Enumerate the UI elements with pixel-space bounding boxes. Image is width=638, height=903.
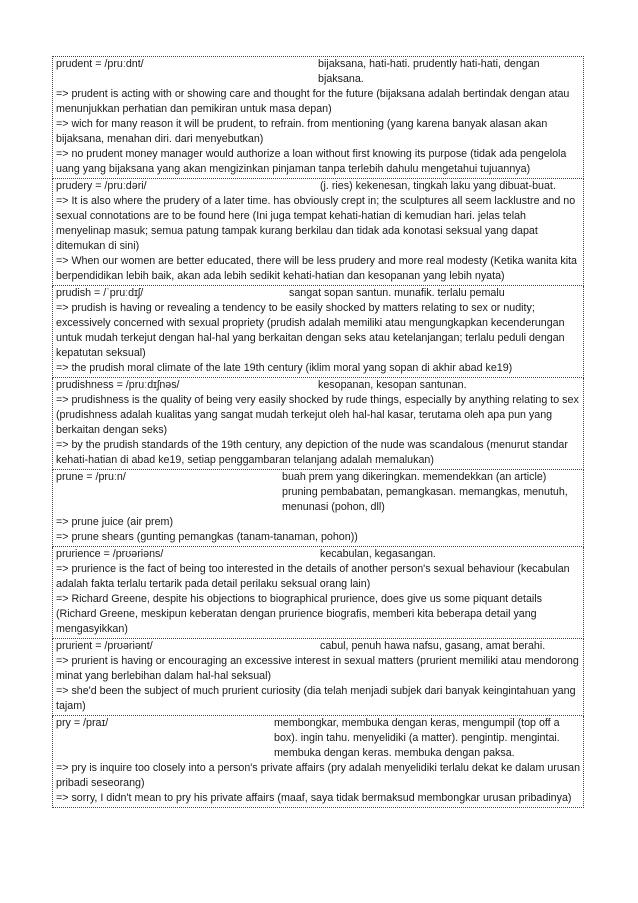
entry-headword-line	[56, 716, 581, 761]
entry-translation: buah prem yang dikeringkan. memendekkan (an article) pruning pembabatan, pemangkasan. memangkas, menutuh, menunasi (pohon, dll)	[282, 471, 568, 513]
entry-example: => no prudent money manager would authorize a loan without first knowing its purpose (tidak ada pengelola uang yang bijaksana yang akan mengizinkan pinjaman tanpa terlebih dahulu mengetahui tujuannya)	[56, 148, 567, 175]
entry-example: => prurience is the fact of being too interested in the details of another person's sexual behaviour (kecabulan adalah fakta terlalu tertarik pada detail perilaku seksual orang lain)	[56, 563, 570, 590]
entry-headword-line	[56, 57, 581, 87]
dictionary-page	[52, 56, 584, 808]
entry-example: => sorry, I didn't mean to pry his private affairs (maaf, saya tidak bermaksud membongkar urusan pribadinya)	[56, 792, 572, 804]
dictionary-entry	[52, 547, 584, 639]
entry-translation: kecabulan, kegasangan.	[320, 548, 436, 560]
entry-example: => prune juice (air prem)	[56, 516, 174, 528]
entry-headword-line	[56, 378, 581, 393]
entry-example: => she'd been the subject of much prurient curiosity (dia telah menjadi subjek dari banyak keingintahuan yang tajam)	[56, 685, 576, 712]
entry-translation: membongkar, membuka dengan keras, mengumpil (top off a box). ingin tahu. menyelidiki (a matter). pengintip. mengintai. membuka dengan keras. membuka dengan paksa.	[274, 717, 560, 759]
entry-example: => prurient is having or encouraging an excessive interest in sexual matters (prurient memiliki atau mendorong minat yang berlebihan dalam hal-hal seksual)	[56, 655, 579, 682]
dictionary-entry	[52, 286, 584, 378]
entry-headword-line	[56, 639, 581, 654]
dictionary-entry	[52, 56, 584, 179]
entry-headword: prudery = /pruːdəri/	[56, 180, 147, 192]
entry-headword: prurience = /prʊəriəns/	[56, 548, 164, 560]
entry-headword: pry = /praɪ/	[56, 717, 109, 729]
dictionary-entry	[52, 378, 584, 470]
entry-example: => It is also where the prudery of a later time. has obviously crept in; the sculptures all seem lacklustre and no sexual connotations are to be found here (Ini juga tempat kehati-hatian di kemudian hari. jelas telah menyelinap masuk; semua patung tampak kurang berkilau dan tidak ada konotasi seksual yang dapat ditemukan di sini)	[56, 195, 576, 252]
dictionary-entry	[52, 639, 584, 716]
entry-headword: prune = /pruːn/	[56, 471, 126, 483]
entry-headword-line	[56, 470, 581, 515]
entry-example: => Richard Greene, despite his objections to biographical prurience, does give us some piquant details (Richard Greene, meskipun keberatan dengan prurience biografis, memberi kita beberapa detail yang mengasyikkan)	[56, 593, 542, 635]
entry-headword: prudent = /pruːdnt/	[56, 58, 144, 70]
entry-translation: kesopanan, kesopan santunan.	[318, 379, 467, 391]
entry-example: => wich for many reason it will be prudent, to refrain. from mentioning (yang karena banyak alasan akan bijaksana, menahan diri. dari menyebutkan)	[56, 118, 548, 145]
entry-headword-line	[56, 547, 581, 562]
dictionary-entry	[52, 470, 584, 547]
entry-example: => prudish is having or revealing a tendency to be easily shocked by matters relating to sex or nudity; excessively concerned with sexual propriety (prudish adalah memiliki atau mengungkapkan kecenderungan untuk mudah terkejut dengan hal-hal yang berkaitan dengan seks atau ketelanjangan; terlalu peduli dengan kepatutan seksual)	[56, 302, 565, 359]
dictionary-entry	[52, 179, 584, 286]
entry-example: => prudishness is the quality of being very easily shocked by rude things, especially by anything relating to sex (prudishness adalah kualitas yang sangat mudah terkejut oleh hal-hal kasar, terutama oleh apa pun yang berkaitan dengan seks)	[56, 394, 579, 436]
entry-example: => prudent is acting with or showing care and thought for the future (bijaksana adalah bertindak dengan atau menunjukkan perhatian dan pemikiran untuk masa depan)	[56, 88, 570, 115]
entry-translation: (j. ries) kekenesan, tingkah laku yang dibuat-buat.	[320, 180, 556, 192]
entry-translation: sangat sopan santun. munafik. terlalu pemalu	[289, 287, 505, 299]
entry-example: => pry is inquire too closely into a person's private affairs (pry adalah menyelidiki terlalu dekat ke dalam urusan pribadi seseorang)	[56, 762, 581, 789]
entry-example: => prune shears (gunting pemangkas (tanam-tanaman, pohon))	[56, 531, 358, 543]
entry-headword: prudish = /ˈpruːdɪʃ/	[56, 287, 144, 299]
entry-example: => by the prudish standards of the 19th century, any depiction of the nude was scandalous (menurut standar kehati-hatian di abad ke19, setiap penggambaran telanjang adalah memalukan)	[56, 439, 568, 466]
entry-headword: prudishness = /pruːdɪʃnəs/	[56, 379, 180, 391]
entry-example: => When our women are better educated, there will be less prudery and more real modesty (Ketika wanita kita berpendidikan lebih baik, akan ada lebih sedikit kehati-hatian dan kesopanan yang lebih nyata)	[56, 255, 577, 282]
dictionary-entry	[52, 716, 584, 808]
entry-example: => the prudish moral climate of the late 19th century (iklim moral yang sopan di akhir abad ke19)	[56, 362, 513, 374]
entry-headword-line	[56, 179, 581, 194]
entry-translation: bijaksana, hati-hati. prudently hati-hati, dengan bjaksana.	[318, 58, 540, 85]
entry-translation: cabul, penuh hawa nafsu, gasang, amat berahi.	[320, 640, 546, 652]
entry-headword: prurient = /prʊəriənt/	[56, 640, 153, 652]
entry-headword-line	[56, 286, 581, 301]
